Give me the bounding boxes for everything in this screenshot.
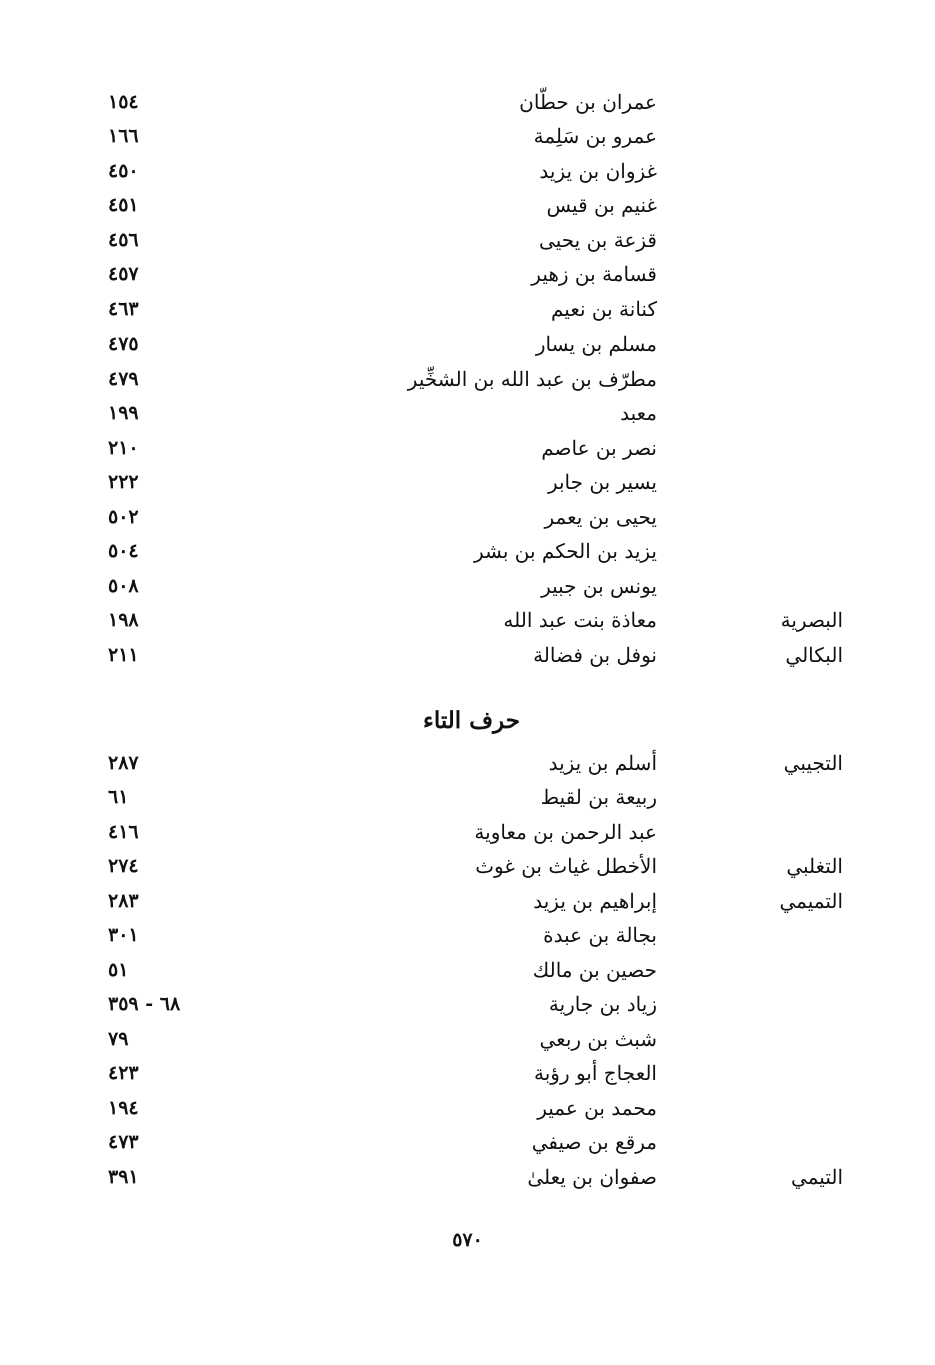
entry-page-number: ٦٨ - ٣٥٩ [108,993,181,1015]
entry-nisba: التغلبي [786,854,843,878]
entry-name: الأخطل غياث بن غوث [475,854,657,878]
index-entry [0,782,935,816]
entry-page-number: ٢٧٤ [108,855,139,877]
index-entry [0,748,935,782]
section-title-text: حرف التاء [423,707,520,734]
entry-name: مرقع بن صيفي [531,1130,657,1154]
entry-page-number: ٧٩ [108,1028,129,1050]
entry-name: عبد الرحمن بن معاوية [474,820,657,844]
entry-page-number: ٤٧٣ [108,1131,139,1153]
entry-page-number: ٤٥٦ [108,229,139,251]
index-entry [0,502,935,536]
entry-nisba: التيمي [791,1165,843,1189]
entry-name: قسامة بن زهير [531,262,657,286]
index-entry [0,364,935,398]
entry-page-number: ٤٦٣ [108,298,139,320]
entry-name: نصر بن عاصم [541,436,657,460]
index-entry [0,851,935,885]
page-number: ٥٧٠ [452,1229,483,1251]
entry-nisba: البكالي [785,643,843,667]
entry-nisba: التميمي [779,889,843,913]
entry-page-number: ٤٧٩ [108,368,139,390]
entry-page-number: ٣٠١ [108,924,139,946]
index-entry [0,329,935,363]
entry-nisba: البصرية [780,608,843,632]
entry-page-number: ١٩٨ [108,609,139,631]
entry-page-number: ٤٥٠ [108,160,139,182]
entry-page-number: ٥١ [108,959,129,981]
entry-page-number: ٢٢٢ [108,471,139,493]
entry-name: يحيى بن يعمر [544,505,657,529]
entry-name: بجالة بن عبدة [543,923,657,947]
entry-page-number: ٤١٦ [108,821,139,843]
index-entry [0,571,935,605]
entry-page-number: ٢٨٣ [108,890,139,912]
entry-page-number: ٣٩١ [108,1166,139,1188]
entry-page-number: ٥٠٤ [108,540,139,562]
entry-name: نوفل بن فضالة [533,643,657,667]
index-entry [0,259,935,293]
entry-page-number: ١٩٤ [108,1097,139,1119]
section-title [0,705,935,737]
index-entry [0,156,935,190]
entry-page-number: ١٩٩ [108,402,139,424]
index-entry [0,605,935,639]
entry-name: معاذة بنت عبد الله [503,608,657,632]
index-entry [0,87,935,121]
entry-name: عمران بن حطّان [519,90,657,114]
entry-name: مسلم بن يسار [535,332,657,356]
entry-name: محمد بن عمير [537,1096,657,1120]
entry-name: عمرو بن سَلِمة [533,124,657,148]
index-entry [0,640,935,674]
entry-page-number: ٥٠٢ [108,506,139,528]
entry-name: غزوان بن يزيد [539,159,657,183]
entry-name: معبد [620,401,657,425]
entry-name: يزيد بن الحكم بن بشر [473,539,657,563]
entry-name: أسلم بن يزيد [548,751,657,775]
entry-page-number: ١٦٦ [108,125,139,147]
entry-page-number: ٢١٠ [108,437,139,459]
entry-page-number: ٤٥١ [108,194,139,216]
index-entry [0,1093,935,1127]
entry-name: زياد بن جارية [548,992,657,1016]
entry-name: شبث بن ربعي [539,1027,657,1051]
entry-page-number: ٦١ [108,786,129,808]
index-entry [0,433,935,467]
index-entry [0,886,935,920]
index-entry [0,955,935,989]
entry-name: كنانة بن نعيم [550,297,657,321]
entry-name: غنيم بن قيس [546,193,657,217]
index-entry [0,1024,935,1058]
entry-name: حصين بن مالك [532,958,657,982]
entry-page-number: ٢٨٧ [108,752,139,774]
entry-page-number: ٤٢٣ [108,1062,139,1084]
entry-page-number: ٤٥٧ [108,263,139,285]
index-entry [0,536,935,570]
entry-name: العجاج أبو رؤبة [534,1061,657,1085]
index-entry [0,817,935,851]
index-entry [0,294,935,328]
entry-name: يونس بن جبير [541,574,657,598]
index-entry [0,989,935,1023]
entry-name: ربيعة بن لقيط [540,785,657,809]
entry-name: يسير بن جابر [547,470,657,494]
index-entry [0,190,935,224]
index-entry [0,920,935,954]
entry-name: إبراهيم بن يزيد [533,889,657,913]
index-entry [0,1127,935,1161]
index-entry [0,225,935,259]
entry-name: مطرّف بن عبد الله بن الشخِّير [407,367,657,391]
entry-page-number: ١٥٤ [108,91,139,113]
index-entry [0,398,935,432]
index-entry [0,121,935,155]
entry-nisba: التجيبي [783,751,843,775]
index-entry [0,1162,935,1196]
index-entry [0,1058,935,1092]
index-entry [0,467,935,501]
entry-page-number: ٥٠٨ [108,575,139,597]
entry-page-number: ٤٧٥ [108,333,139,355]
entry-name: قزعة بن يحيى [539,228,657,252]
entry-page-number: ٢١١ [108,644,139,666]
entry-name: صفوان بن يعلىٰ [527,1165,657,1189]
